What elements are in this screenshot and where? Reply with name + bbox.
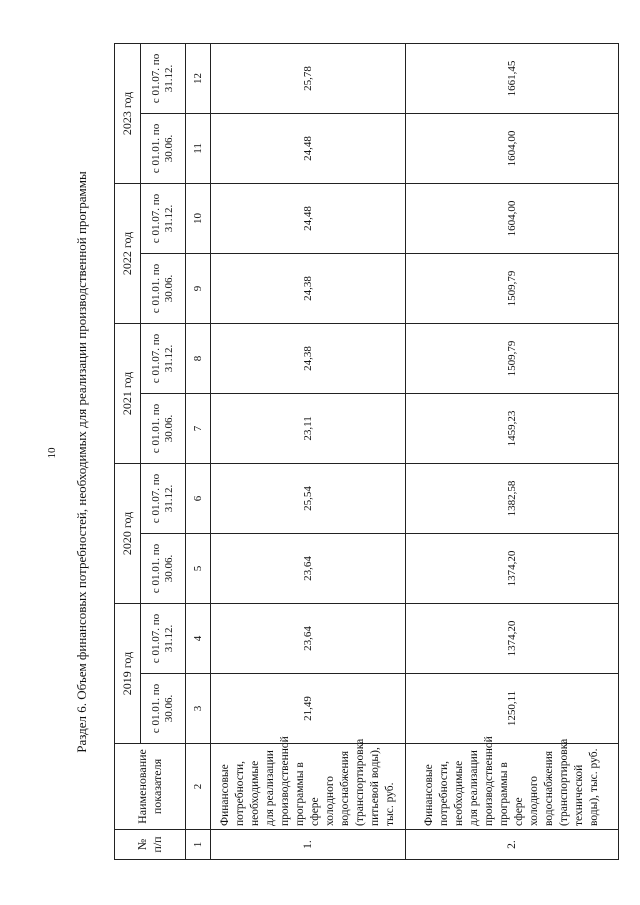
row-value: 1661,45 (406, 43, 619, 113)
header-year: 2023 год (115, 43, 141, 183)
row-number: 1. (211, 830, 406, 860)
column-number: 4 (186, 603, 211, 673)
row-value: 23,11 (211, 393, 406, 463)
header-period: с 01.07. по 31.12. (141, 463, 186, 533)
row-value: 24,38 (211, 323, 406, 393)
row-value: 1374,20 (406, 603, 619, 673)
header-year: 2020 год (115, 463, 141, 603)
row-value: 1250,11 (406, 674, 619, 744)
header-row-periods (141, 43, 186, 859)
row-value: 1509,79 (406, 323, 619, 393)
header-year: 2019 год (115, 603, 141, 743)
header-year: 2021 год (115, 323, 141, 463)
header-period: с 01.01. по 30.06. (141, 674, 186, 744)
row-value: 1509,79 (406, 253, 619, 323)
column-number: 9 (186, 253, 211, 323)
header-period: с 01.01. по 30.06. (141, 113, 186, 183)
header-year: 2022 год (115, 183, 141, 323)
row-value: 21,49 (211, 674, 406, 744)
column-number: 6 (186, 463, 211, 533)
column-number: 11 (186, 113, 211, 183)
header-period: с 01.01. по 30.06. (141, 533, 186, 603)
row-value: 1604,00 (406, 113, 619, 183)
column-number: 5 (186, 533, 211, 603)
section-title: Раздел 6. Объем финансовых потребностей, необходимых для реализации производственной программы (74, 171, 89, 753)
table-row (406, 43, 619, 859)
row-indicator-name: Финансовые потребности, необходимые для реализации производственной программы в сфере холодного водоснабжения (транспортировка питьевой воды), тыс. руб. (211, 744, 406, 830)
column-number: 2 (186, 744, 211, 830)
header-period: с 01.07. по 31.12. (141, 183, 186, 253)
column-number: 1 (186, 830, 211, 860)
row-indicator-name: Финансовые потребности, необходимые для реализации производственной программы в сфере холодного водоснабжения (транспортировка технической воды), тыс. руб. (406, 744, 619, 830)
column-number: 10 (186, 183, 211, 253)
header-period: с 01.01. по 30.06. (141, 393, 186, 463)
header-period: с 01.01. по 30.06. (141, 253, 186, 323)
financial-needs-table (114, 43, 619, 860)
column-number: 8 (186, 323, 211, 393)
row-value: 1382,58 (406, 463, 619, 533)
row-value: 24,48 (211, 183, 406, 253)
table-row (211, 43, 406, 859)
row-value: 24,38 (211, 253, 406, 323)
row-value: 1604,00 (406, 183, 619, 253)
column-number: 3 (186, 674, 211, 744)
header-period: с 01.07. по 31.12. (141, 43, 186, 113)
page-number: 10 (46, 447, 58, 459)
column-number: 12 (186, 43, 211, 113)
rotated-page-content (70, 42, 600, 882)
row-value: 23,64 (211, 533, 406, 603)
header-row-column-numbers (186, 43, 211, 859)
row-number: 2. (406, 830, 619, 860)
header-name: Наименование показателя (115, 744, 186, 830)
row-value: 1459,23 (406, 393, 619, 463)
column-number: 7 (186, 393, 211, 463)
row-value: 25,54 (211, 463, 406, 533)
header-period: с 01.07. по 31.12. (141, 603, 186, 673)
header-row-years (115, 43, 141, 859)
row-value: 25,78 (211, 43, 406, 113)
row-value: 23,64 (211, 603, 406, 673)
row-value: 1374,20 (406, 533, 619, 603)
header-no: № п/п (115, 830, 186, 860)
header-period: с 01.07. по 31.12. (141, 323, 186, 393)
row-value: 24,48 (211, 113, 406, 183)
